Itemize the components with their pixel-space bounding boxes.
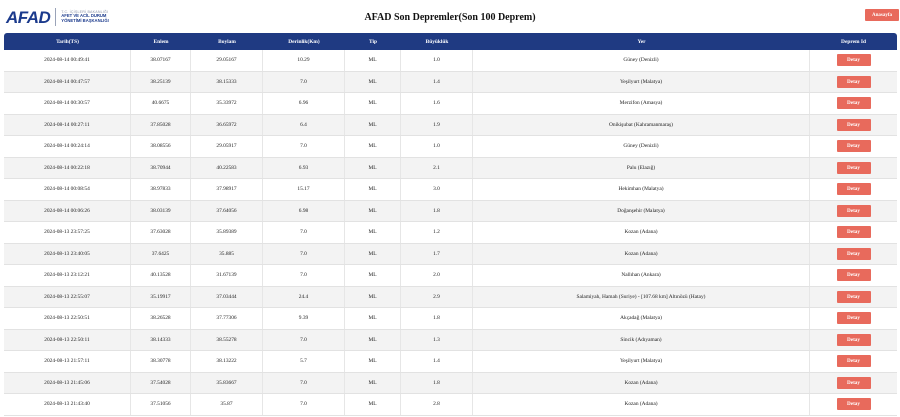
magnitude-cell: 3.0 xyxy=(401,179,473,200)
magnitude-cell: 2.9 xyxy=(401,287,473,308)
depth-cell: 9.39 xyxy=(263,308,345,329)
table-row xyxy=(4,394,897,416)
earthquake-id-cell xyxy=(810,158,897,179)
column-type-header: Tip xyxy=(369,38,377,45)
table-row xyxy=(4,179,897,201)
earthquake-id-cell xyxy=(810,50,897,71)
page-header xyxy=(0,0,900,32)
location-cell: Kozan (Adana) xyxy=(473,244,810,265)
type-cell: ML xyxy=(345,330,401,351)
magnitude-cell: 1.6 xyxy=(401,93,473,114)
earthquake-id-cell xyxy=(810,394,897,415)
magnitude-cell: 2.1 xyxy=(401,158,473,179)
magnitude-cell: 1.8 xyxy=(401,373,473,394)
longitude-cell: 29.05167 xyxy=(191,50,263,71)
type-cell: ML xyxy=(345,394,401,415)
depth-cell: 6.96 xyxy=(263,93,345,114)
detail-button[interactable]: Detay xyxy=(837,334,871,346)
table-row xyxy=(4,351,897,373)
location-cell: Merzifon (Amasya) xyxy=(473,93,810,114)
depth-cell: 6.98 xyxy=(263,201,345,222)
longitude-cell: 35.87 xyxy=(191,394,263,415)
date-cell: 2024-08-14 00:06:26 xyxy=(4,201,131,222)
longitude-cell: 35.83667 xyxy=(191,373,263,394)
table-row xyxy=(4,330,897,352)
logo-line-1: T.C. İÇİŞLERİ BAKANLIĞI xyxy=(61,9,109,14)
date-cell: 2024-08-14 00:24:14 xyxy=(4,136,131,157)
location-cell: Kozan (Adana) xyxy=(473,394,810,415)
longitude-cell: 31.67139 xyxy=(191,265,263,286)
date-cell: 2024-08-14 00:47:57 xyxy=(4,72,131,93)
type-cell: ML xyxy=(345,222,401,243)
type-cell: ML xyxy=(345,50,401,71)
location-cell: Güney (Denizli) xyxy=(473,136,810,157)
location-cell: Palu (Elazığ) xyxy=(473,158,810,179)
earthquake-id-cell xyxy=(810,222,897,243)
detail-button[interactable]: Detay xyxy=(837,97,871,109)
magnitude-cell: 1.7 xyxy=(401,244,473,265)
latitude-cell: 38.07167 xyxy=(131,50,191,71)
table-row xyxy=(4,158,897,180)
magnitude-cell: 1.4 xyxy=(401,351,473,372)
date-cell: 2024-08-13 22:50:11 xyxy=(4,330,131,351)
location-cell: Güney (Denizli) xyxy=(473,50,810,71)
logo-mark: AFAD xyxy=(6,7,51,27)
date-cell: 2024-08-13 21:45:06 xyxy=(4,373,131,394)
depth-cell: 7.0 xyxy=(263,136,345,157)
longitude-cell: 38.15333 xyxy=(191,72,263,93)
table-row xyxy=(4,201,897,223)
latitude-cell: 37.85028 xyxy=(131,115,191,136)
longitude-cell: 29.05917 xyxy=(191,136,263,157)
earthquake-id-cell xyxy=(810,201,897,222)
latitude-cell: 37.51056 xyxy=(131,394,191,415)
location-cell: Yeşilyurt (Malatya) xyxy=(473,351,810,372)
earthquake-id-cell xyxy=(810,373,897,394)
type-cell: ML xyxy=(345,72,401,93)
table-row xyxy=(4,72,897,94)
magnitude-cell: 2.8 xyxy=(401,394,473,415)
column-magnitude-header: Büyüklük xyxy=(425,38,449,45)
latitude-cell: 38.70944 xyxy=(131,158,191,179)
longitude-cell: 40.22583 xyxy=(191,158,263,179)
type-cell: ML xyxy=(345,244,401,265)
detail-button[interactable]: Detay xyxy=(837,226,871,238)
longitude-cell: 37.64056 xyxy=(191,201,263,222)
latitude-cell: 38.26528 xyxy=(131,308,191,329)
detail-button[interactable]: Detay xyxy=(837,269,871,281)
location-cell: Nallıhan (Ankara) xyxy=(473,265,810,286)
location-cell: Yeşilyurt (Malatya) xyxy=(473,72,810,93)
date-cell: 2024-08-13 22:50:51 xyxy=(4,308,131,329)
depth-cell: 7.0 xyxy=(263,222,345,243)
location-cell: Akçadağ (Malatya) xyxy=(473,308,810,329)
earthquake-id-cell xyxy=(810,115,897,136)
type-cell: ML xyxy=(345,158,401,179)
latitude-cell: 40.6675 xyxy=(131,93,191,114)
date-cell: 2024-08-14 00:08:54 xyxy=(4,179,131,200)
latitude-cell: 40.13528 xyxy=(131,265,191,286)
longitude-cell: 37.03444 xyxy=(191,287,263,308)
type-cell: ML xyxy=(345,136,401,157)
depth-cell: 24.4 xyxy=(263,287,345,308)
type-cell: ML xyxy=(345,93,401,114)
type-cell: ML xyxy=(345,308,401,329)
table-row xyxy=(4,373,897,395)
table-row xyxy=(4,50,897,72)
column-depth-header: Derinlik(Km) xyxy=(288,38,320,45)
latitude-cell: 35.19917 xyxy=(131,287,191,308)
longitude-cell: 36.65972 xyxy=(191,115,263,136)
latitude-cell: 38.30778 xyxy=(131,351,191,372)
date-cell: 2024-08-14 00:22:18 xyxy=(4,158,131,179)
earthquake-id-cell xyxy=(810,179,897,200)
detail-button[interactable]: Detay xyxy=(837,291,871,303)
type-cell: ML xyxy=(345,265,401,286)
earthquake-id-cell xyxy=(810,244,897,265)
location-cell: Hekimhan (Malatya) xyxy=(473,179,810,200)
table-header xyxy=(4,33,897,50)
detail-button[interactable]: Detay xyxy=(837,205,871,217)
type-cell: ML xyxy=(345,115,401,136)
longitude-cell: 38.55278 xyxy=(191,330,263,351)
location-cell: Kozan (Adana) xyxy=(473,222,810,243)
location-cell: Doğanşehir (Malatya) xyxy=(473,201,810,222)
longitude-cell: 37.77306 xyxy=(191,308,263,329)
longitude-cell: 35.89389 xyxy=(191,222,263,243)
date-cell: 2024-08-13 23:40:05 xyxy=(4,244,131,265)
latitude-cell: 37.63028 xyxy=(131,222,191,243)
latitude-cell: 38.03139 xyxy=(131,201,191,222)
depth-cell: 7.0 xyxy=(263,72,345,93)
table-row xyxy=(4,308,897,330)
depth-cell: 15.17 xyxy=(263,179,345,200)
logo-line-2: AFET VE ACİL DURUM xyxy=(61,13,107,19)
date-cell: 2024-08-13 23:57:25 xyxy=(4,222,131,243)
table-body xyxy=(4,50,897,416)
column-date-header: Tarih(TS) xyxy=(56,38,79,45)
detail-button[interactable]: Detay xyxy=(837,183,871,195)
date-cell: 2024-08-14 00:27:11 xyxy=(4,115,131,136)
type-cell: ML xyxy=(345,179,401,200)
table-row xyxy=(4,222,897,244)
earthquake-id-cell xyxy=(810,93,897,114)
earthquake-id-cell xyxy=(810,351,897,372)
magnitude-cell: 1.4 xyxy=(401,72,473,93)
detail-button[interactable]: Detay xyxy=(837,162,871,174)
magnitude-cell: 1.0 xyxy=(401,136,473,157)
table-row xyxy=(4,115,897,137)
home-button[interactable]: Anasayfa xyxy=(865,9,899,21)
depth-cell: 6.93 xyxy=(263,158,345,179)
detail-button[interactable]: Detay xyxy=(837,355,871,367)
latitude-cell: 38.25139 xyxy=(131,72,191,93)
longitude-cell: 35.885 xyxy=(191,244,263,265)
earthquake-id-cell xyxy=(810,330,897,351)
type-cell: ML xyxy=(345,201,401,222)
column-earthquake-id-header: Deprem Id xyxy=(841,38,866,45)
location-cell: Salamiyah, Hamah (Suriye) - [107.68 km] Altınözü (Hatay) xyxy=(473,287,810,308)
depth-cell: 5.7 xyxy=(263,351,345,372)
location-cell: Kozan (Adana) xyxy=(473,373,810,394)
longitude-cell: 37.98917 xyxy=(191,179,263,200)
detail-button[interactable]: Detay xyxy=(837,140,871,152)
earthquake-id-cell xyxy=(810,265,897,286)
depth-cell: 7.0 xyxy=(263,394,345,415)
earthquake-id-cell xyxy=(810,136,897,157)
depth-cell: 7.0 xyxy=(263,244,345,265)
depth-cell: 7.0 xyxy=(263,265,345,286)
detail-button[interactable]: Detay xyxy=(837,398,871,410)
magnitude-cell: 1.8 xyxy=(401,201,473,222)
date-cell: 2024-08-13 22:55:07 xyxy=(4,287,131,308)
type-cell: ML xyxy=(345,351,401,372)
depth-cell: 7.0 xyxy=(263,373,345,394)
magnitude-cell: 2.0 xyxy=(401,265,473,286)
type-cell: ML xyxy=(345,373,401,394)
logo-line-3: YÖNETİMİ BAŞKANLIĞI xyxy=(61,17,109,23)
detail-button[interactable]: Detay xyxy=(837,248,871,260)
magnitude-cell: 1.0 xyxy=(401,50,473,71)
column-latitude-header: Enlem xyxy=(153,38,169,45)
detail-button[interactable]: Detay xyxy=(837,76,871,88)
column-longitude-header: Boylam xyxy=(218,38,236,45)
magnitude-cell: 1.9 xyxy=(401,115,473,136)
table-row xyxy=(4,93,897,115)
date-cell: 2024-08-14 00:49:41 xyxy=(4,50,131,71)
column-location-header: Yer xyxy=(637,38,646,45)
longitude-cell: 35.33972 xyxy=(191,93,263,114)
earthquake-id-cell xyxy=(810,287,897,308)
earthquake-id-cell xyxy=(810,308,897,329)
table-row xyxy=(4,265,897,287)
location-cell: Sincik (Adıyaman) xyxy=(473,330,810,351)
location-cell: Onikişubat (Kahramanmaraş) xyxy=(473,115,810,136)
table-row xyxy=(4,136,897,158)
longitude-cell: 38.13222 xyxy=(191,351,263,372)
earthquake-table xyxy=(4,33,897,416)
date-cell: 2024-08-13 21:57:11 xyxy=(4,351,131,372)
depth-cell: 10.29 xyxy=(263,50,345,71)
magnitude-cell: 1.3 xyxy=(401,330,473,351)
latitude-cell: 37.6425 xyxy=(131,244,191,265)
depth-cell: 7.0 xyxy=(263,330,345,351)
latitude-cell: 38.97833 xyxy=(131,179,191,200)
latitude-cell: 38.14333 xyxy=(131,330,191,351)
detail-button[interactable]: Detay xyxy=(837,54,871,66)
detail-button[interactable]: Detay xyxy=(837,312,871,324)
detail-button[interactable]: Detay xyxy=(837,377,871,389)
depth-cell: 6.4 xyxy=(263,115,345,136)
magnitude-cell: 1.2 xyxy=(401,222,473,243)
date-cell: 2024-08-13 23:12:21 xyxy=(4,265,131,286)
latitude-cell: 37.54028 xyxy=(131,373,191,394)
magnitude-cell: 1.8 xyxy=(401,308,473,329)
date-cell: 2024-08-13 21:43:40 xyxy=(4,394,131,415)
type-cell: ML xyxy=(345,287,401,308)
earthquake-id-cell xyxy=(810,72,897,93)
page-title: AFAD Son Depremler(Son 100 Deprem) xyxy=(364,12,536,23)
date-cell: 2024-08-14 00:30:57 xyxy=(4,93,131,114)
table-row xyxy=(4,287,897,309)
latitude-cell: 38.08556 xyxy=(131,136,191,157)
detail-button[interactable]: Detay xyxy=(837,119,871,131)
table-row xyxy=(4,244,897,266)
